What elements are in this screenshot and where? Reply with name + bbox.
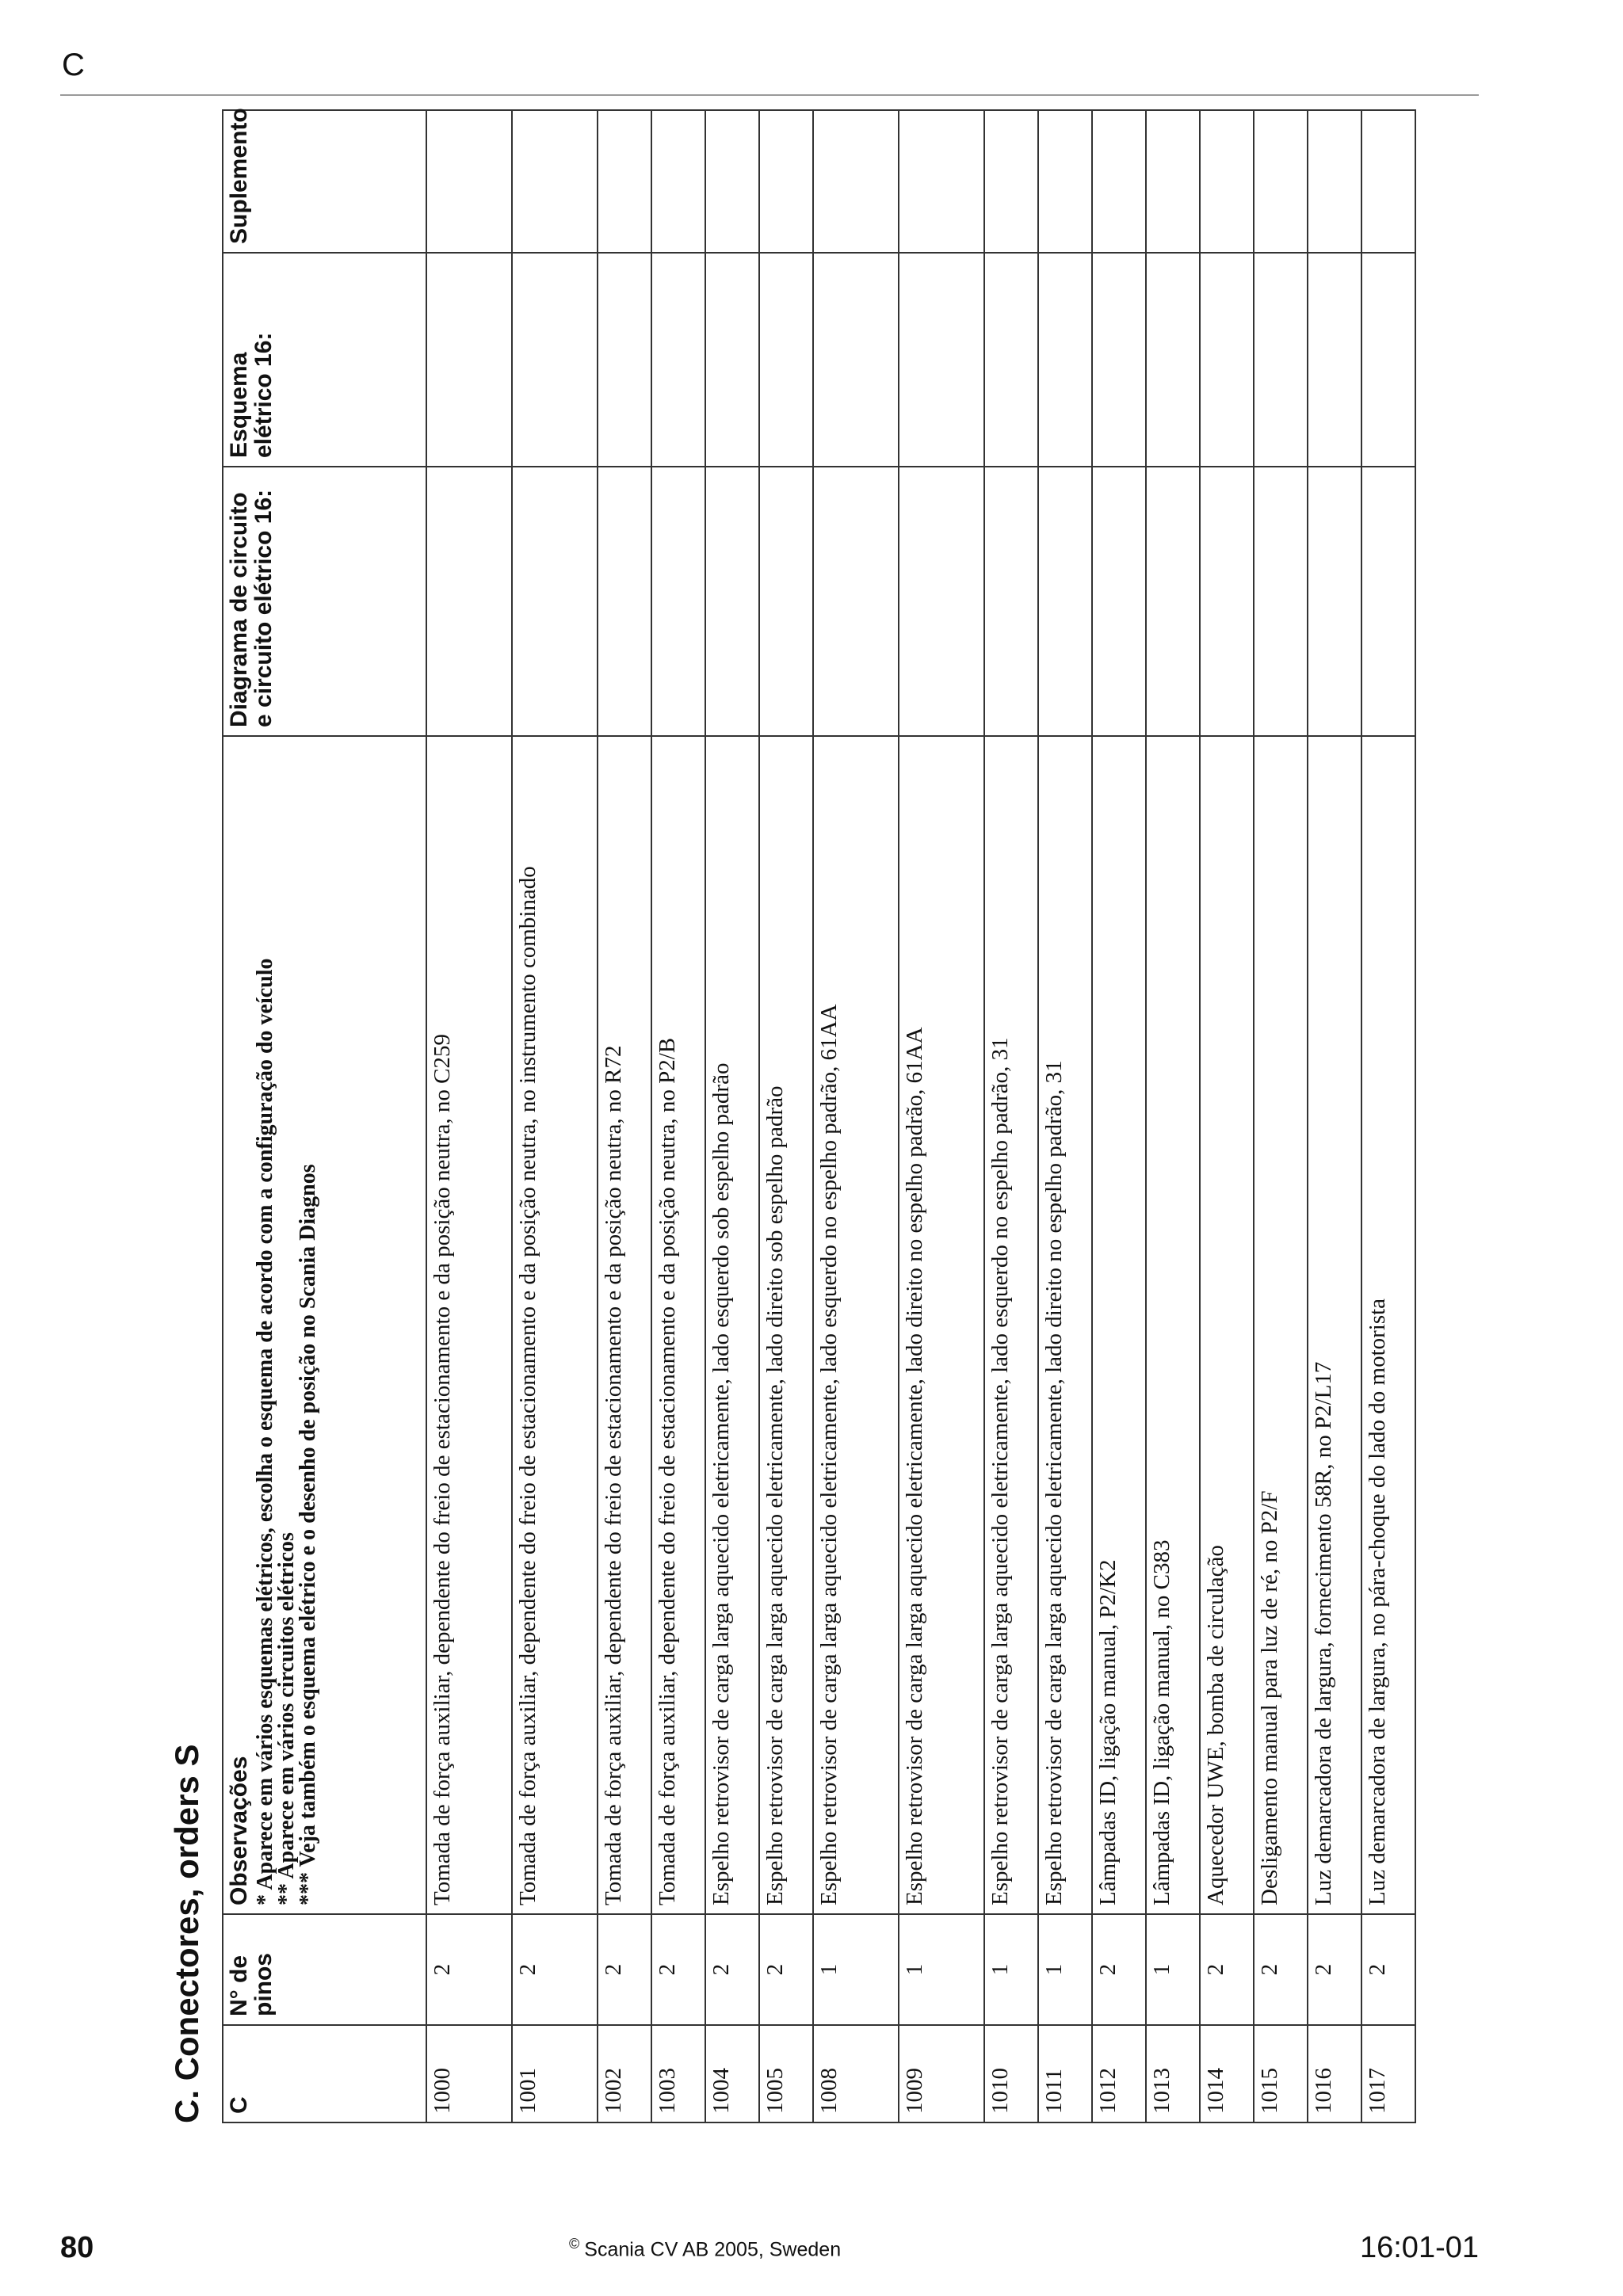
cell-c: 1000 (426, 2025, 512, 2122)
cell-pins: 2 (426, 1914, 512, 2025)
cell-supplement (1361, 110, 1415, 253)
cell-pins: 2 (1092, 1914, 1146, 2025)
cell-supplement (1254, 110, 1308, 253)
cell-pins: 1 (1146, 1914, 1200, 2025)
cell-c: 1001 (512, 2025, 598, 2122)
cell-diagram (1308, 467, 1361, 736)
note-2: ** Aparece em vários circuitos elétricos (274, 1532, 299, 1905)
copyright-symbol: © (569, 2236, 580, 2252)
cell-pins: 2 (1361, 1914, 1415, 2025)
cell-c: 1002 (598, 2025, 651, 2122)
cell-diagram (1361, 467, 1415, 736)
cell-scheme (1146, 253, 1200, 467)
cell-pins: 1 (984, 1914, 1038, 2025)
header-c: C (223, 2025, 426, 2122)
cell-scheme (512, 253, 598, 467)
header-scheme: Esquema elétrico 16: (223, 253, 426, 467)
section-title: C. Conectores, orders S (168, 1744, 205, 2123)
cell-observation: Espelho retrovisor de carga larga aquecido eletricamente, lado esquerdo sob espelho padrão (705, 736, 759, 1914)
page-number: 80 (60, 2231, 94, 2264)
cell-scheme (598, 253, 651, 467)
cell-c: 1015 (1254, 2025, 1308, 2122)
header-pins: N° de pinos (223, 1914, 426, 2025)
connectors-table (222, 109, 1416, 2123)
cell-diagram (813, 467, 899, 736)
cell-pins: 1 (1038, 1914, 1092, 2025)
cell-scheme (1038, 253, 1092, 467)
cell-scheme (1254, 253, 1308, 467)
cell-scheme (1308, 253, 1361, 467)
cell-supplement (512, 110, 598, 253)
cell-scheme (1361, 253, 1415, 467)
cell-c: 1010 (984, 2025, 1038, 2122)
table-row (1146, 110, 1200, 2122)
header-diagram: Diagrama de circuito e circuito elétrico 16: (223, 467, 426, 736)
cell-c: 1005 (759, 2025, 813, 2122)
cell-scheme (426, 253, 512, 467)
cell-observation: Espelho retrovisor de carga larga aquecido eletricamente, lado direito no espelho padrão, 31 (1038, 736, 1092, 1914)
cell-pins: 2 (512, 1914, 598, 2025)
cell-scheme (984, 253, 1038, 467)
copyright-notice (569, 2236, 841, 2261)
cell-scheme (759, 253, 813, 467)
table-row (426, 110, 512, 2122)
cell-pins: 2 (598, 1914, 651, 2025)
cell-pins: 1 (813, 1914, 899, 2025)
table-row (1254, 110, 1308, 2122)
cell-supplement (651, 110, 705, 253)
table-row (759, 110, 813, 2122)
cell-pins: 2 (1308, 1914, 1361, 2025)
cell-supplement (426, 110, 512, 253)
table-row (1361, 110, 1415, 2122)
cell-supplement (1200, 110, 1254, 253)
cell-diagram (598, 467, 651, 736)
cell-supplement (759, 110, 813, 253)
table-header-row (223, 110, 426, 2122)
cell-c: 1017 (1361, 2025, 1415, 2122)
cell-observation: Luz demarcadora de largura, fornecimento 58R, no P2/L17 (1308, 736, 1361, 1914)
cell-c: 1008 (813, 2025, 899, 2122)
cell-c: 1014 (1200, 2025, 1254, 2122)
header-observations (223, 736, 426, 1914)
cell-supplement (899, 110, 984, 253)
cell-pins: 2 (651, 1914, 705, 2025)
cell-diagram (984, 467, 1038, 736)
cell-c: 1012 (1092, 2025, 1146, 2122)
cell-diagram (1146, 467, 1200, 736)
table-row (1038, 110, 1092, 2122)
note-1: * Aparece em vários esquemas elétricos, escolha o esquema de acordo com a configuração do veículo (253, 958, 277, 1905)
cell-observation: Luz demarcadora de largura, no pára-choque do lado do motorista (1361, 736, 1415, 1914)
cell-observation: Espelho retrovisor de carga larga aquecido eletricamente, lado esquerdo no espelho padrão, 61AA (813, 736, 899, 1914)
cell-diagram (759, 467, 813, 736)
cell-observation: Tomada de força auxiliar, dependente do freio de estacionamento e da posição neutra, no R72 (598, 736, 651, 1914)
observations-notes (254, 745, 319, 1905)
cell-scheme (705, 253, 759, 467)
cell-scheme (813, 253, 899, 467)
cell-diagram (1200, 467, 1254, 736)
cell-pins: 2 (1254, 1914, 1308, 2025)
table-row (598, 110, 651, 2122)
header-supplement: Suplemento (223, 110, 426, 253)
cell-supplement (984, 110, 1038, 253)
cell-scheme (651, 253, 705, 467)
cell-supplement (598, 110, 651, 253)
cell-observation: Espelho retrovisor de carga larga aquecido eletricamente, lado esquerdo no espelho padrão, 31 (984, 736, 1038, 1914)
table-row (984, 110, 1038, 2122)
cell-supplement (1038, 110, 1092, 253)
table-row (899, 110, 984, 2122)
cell-c: 1003 (651, 2025, 705, 2122)
cell-diagram (899, 467, 984, 736)
cell-c: 1011 (1038, 2025, 1092, 2122)
table-row (705, 110, 759, 2122)
cell-scheme (1092, 253, 1146, 467)
page-header-letter: C (62, 48, 85, 82)
cell-diagram (705, 467, 759, 736)
cell-c: 1009 (899, 2025, 984, 2122)
table-row (813, 110, 899, 2122)
note-3: *** Veja também o esquema elétrico e o desenho de posição no Scania Diagnos (296, 1164, 320, 1905)
cell-supplement (705, 110, 759, 253)
cell-observation: Tomada de força auxiliar, dependente do freio de estacionamento e da posição neutra, no P2/B (651, 736, 705, 1914)
observations-title: Observações (226, 1756, 252, 1905)
cell-diagram (1092, 467, 1146, 736)
cell-observation: Tomada de força auxiliar, dependente do freio de estacionamento e da posição neutra, no C259 (426, 736, 512, 1914)
cell-c: 1013 (1146, 2025, 1200, 2122)
header-divider (60, 94, 1479, 96)
cell-diagram (651, 467, 705, 736)
cell-c: 1004 (705, 2025, 759, 2122)
table-row (1092, 110, 1146, 2122)
cell-observation: Desligamento manual para luz de ré, no P2/F (1254, 736, 1308, 1914)
table-row (512, 110, 598, 2122)
cell-pins: 1 (899, 1914, 984, 2025)
cell-supplement (1146, 110, 1200, 253)
cell-scheme (1200, 253, 1254, 467)
cell-supplement (1308, 110, 1361, 253)
cell-diagram (1038, 467, 1092, 736)
rotated-content (168, 108, 1436, 2123)
cell-diagram (1254, 467, 1308, 736)
cell-c: 1016 (1308, 2025, 1361, 2122)
cell-observation: Tomada de força auxiliar, dependente do freio de estacionamento e da posição neutra, no instrumento combinado (512, 736, 598, 1914)
cell-observation: Lâmpadas ID, ligação manual, no C383 (1146, 736, 1200, 1914)
cell-observation: Aquecedor UWE, bomba de circulação (1200, 736, 1254, 1914)
cell-observation: Espelho retrovisor de carga larga aquecido eletricamente, lado direito sob espelho padrão (759, 736, 813, 1914)
table-row (1308, 110, 1361, 2122)
cell-supplement (1092, 110, 1146, 253)
table-row (651, 110, 705, 2122)
cell-pins: 2 (1200, 1914, 1254, 2025)
cell-observation: Espelho retrovisor de carga larga aquecido eletricamente, lado direito no espelho padrão, 61AA (899, 736, 984, 1914)
cell-scheme (899, 253, 984, 467)
cell-supplement (813, 110, 899, 253)
cell-observation: Lâmpadas ID, ligação manual, P2/K2 (1092, 736, 1146, 1914)
copyright-text: Scania CV AB 2005, Sweden (584, 2238, 842, 2261)
cell-pins: 2 (705, 1914, 759, 2025)
document-date-code: 16:01-01 (1359, 2231, 1479, 2264)
cell-diagram (426, 467, 512, 736)
cell-pins: 2 (759, 1914, 813, 2025)
cell-diagram (512, 467, 598, 736)
table-row (1200, 110, 1254, 2122)
